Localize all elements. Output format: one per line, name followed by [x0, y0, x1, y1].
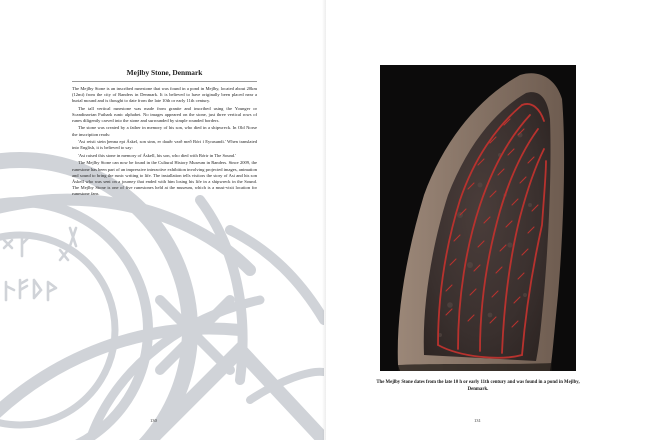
photo-caption: The Mejlby Stone dates from the late 10 h or early 11th century and was found in a pond in Mejlby, Denmark. [376, 380, 580, 392]
page-number-left: 130 [150, 418, 157, 423]
left-page [0, 0, 324, 440]
runestone-photo [380, 65, 576, 371]
paragraph: The Mejlby Stone is an inscribed runestone that was found in a pond in Mejlby, located about 20km (12mi) from the city of Randers in Denmark. It is believed to have originally been placed near a burial mound and is thought to date from the late 10th or early 11th century. [72, 86, 257, 104]
article-text [72, 68, 257, 198]
paragraph: The stone was created by a father in memory of his son, who died in a shipwreck. In Old Norse the inscription reads: [72, 125, 257, 137]
page-number-right: 131 [474, 418, 481, 423]
paragraph: The Mejlby Stone can now be found in the Cultural History Museum in Randers. Since 2009, the runestone has been part of an impressive interactive exhibition involving projected images, animation and sound to bring the runic writing to life. The installation tells visitors the story of Asi and his son Áskell who was sent on a journey that ended with him losing his life in a shipwreck in the Sound. The Mejlby Stone is one of five runestones held at the museum, which is a must-visit location for runestone fans. [72, 160, 257, 196]
paragraph: 'Asi reisti stein þenna ept Áskel, son sinn, er dauðr varð með Bóri í Eyrasundi.' When translated into English, it is believed to say: [72, 139, 257, 151]
article-title: Mejlby Stone, Denmark [72, 68, 257, 82]
paragraph: The tall vertical runestone was made from granite and inscribed using the Younger or Scandinavian Futhark runic alphabet. No images appeared on the stone, just three vertical rows of runes diligently carved into the stone and surrounded by simple rounded borders. [72, 105, 257, 123]
celtic-knot-background [0, 0, 324, 440]
paragraph: 'Asi raised this stone in memory of Áskell, his son, who died with Bórir in The Sound.' [78, 152, 237, 158]
runestone-illustration [380, 65, 576, 371]
